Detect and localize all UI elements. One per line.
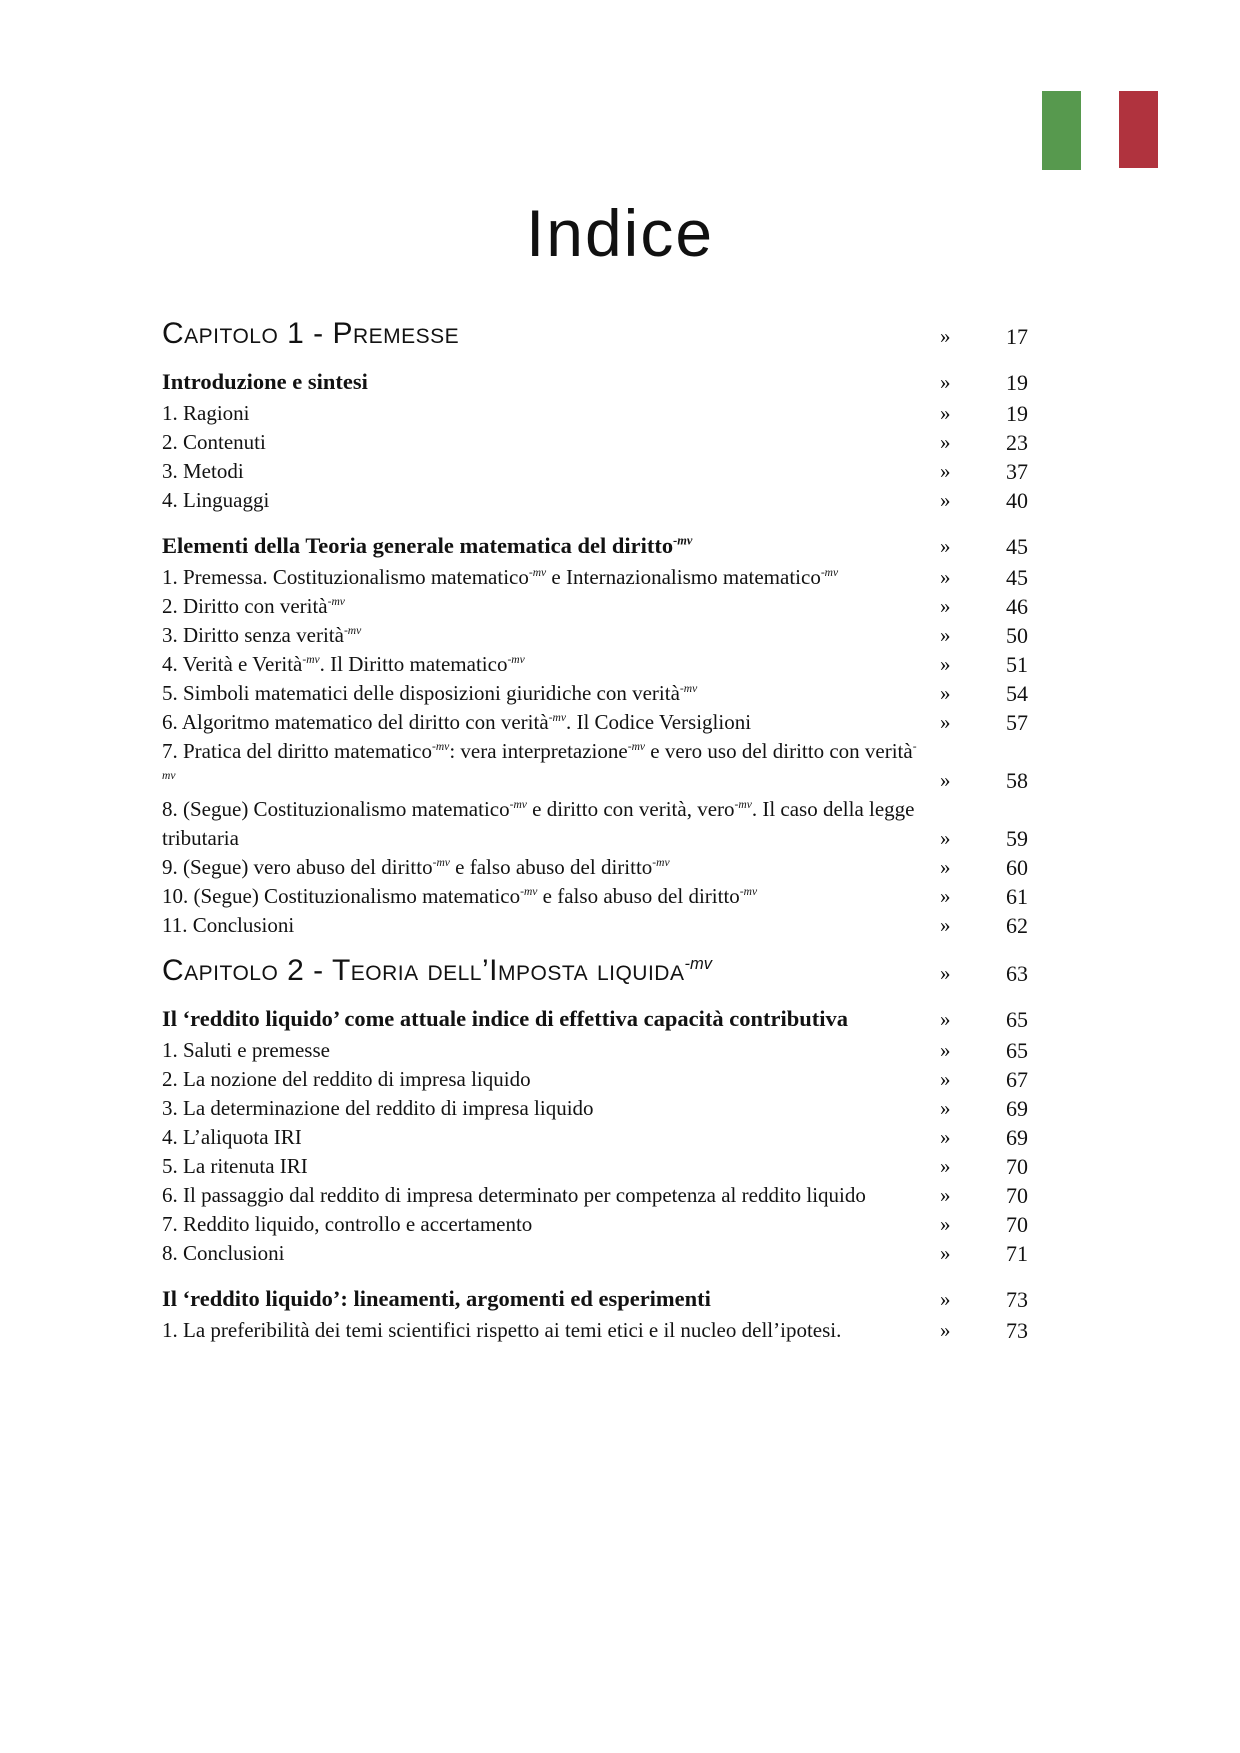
page-symbol: »: [940, 710, 951, 734]
flag-red-stripe: [1119, 91, 1158, 168]
page-number: 69: [1006, 1096, 1028, 1121]
toc-entry-text: 4. Verità e Verità$^{-mv}$. Il Diritto matematico$^{-mv}$: [162, 652, 525, 676]
page-number: 58: [1006, 768, 1028, 793]
toc-row: [162, 1210, 1028, 1239]
toc-row: [162, 911, 1028, 940]
toc-row: [162, 457, 1028, 486]
toc-entry-text: 10. (Segue) Costituzionalismo matematico$^{-mv}$ e falso abuso del diritto$^{-mv}$: [162, 884, 758, 908]
page-symbol: »: [940, 826, 951, 850]
page-title: Indice: [525, 196, 715, 270]
page-number: 73: [1006, 1287, 1028, 1312]
toc-row: [162, 1239, 1028, 1268]
toc-entry-text: 4. Linguaggi: [162, 488, 270, 512]
toc-entry-text: Il ‘reddito liquido’: lineamenti, argomenti ed esperimenti: [162, 1286, 711, 1311]
page-number: 69: [1006, 1125, 1028, 1150]
toc-entry-text: 8. (Segue) Costituzionalismo matematico$^{-mv}$ e diritto con verità, vero$^{-mv}$. Il caso della legge tributaria: [162, 797, 915, 850]
toc-row: [162, 399, 1028, 428]
toc-entry-text: 1. Ragioni: [162, 401, 250, 425]
toc-row: [162, 1004, 1028, 1034]
toc-row: [162, 367, 1028, 397]
page-number: 63: [1006, 961, 1028, 986]
page-symbol: »: [940, 652, 951, 676]
page-number: 51: [1006, 652, 1028, 677]
page-number: 65: [1006, 1007, 1028, 1032]
toc-row: [162, 708, 1028, 737]
page-number: 61: [1006, 884, 1028, 909]
table-of-contents: [162, 317, 1028, 1345]
page-number: 70: [1006, 1183, 1028, 1208]
toc-row: [162, 1123, 1028, 1152]
toc-row: [162, 1152, 1028, 1181]
toc-row: [162, 1181, 1028, 1210]
page-number: 45: [1006, 565, 1028, 590]
toc-entry-text: 5. La ritenuta IRI: [162, 1154, 308, 1178]
page-symbol: »: [940, 1096, 951, 1120]
toc-row: [162, 428, 1028, 457]
page-number: 57: [1006, 710, 1028, 735]
toc-entry-text: 3. La determinazione del reddito di impresa liquido: [162, 1096, 594, 1120]
page-number: 17: [1006, 324, 1028, 349]
page-number: 73: [1006, 1318, 1028, 1343]
page-number: 70: [1006, 1212, 1028, 1237]
page-symbol: »: [940, 1154, 951, 1178]
page-number: 65: [1006, 1038, 1028, 1063]
toc-row: [162, 1094, 1028, 1123]
page-symbol: »: [940, 534, 951, 558]
toc-entry-text: Capitolo 1 - Premesse: [162, 317, 460, 350]
page-symbol: »: [940, 961, 951, 985]
toc-row: [162, 795, 1028, 853]
toc-entry-text: 7. Pratica del diritto matematico$^{-mv}$: vera interpretazione$^{-mv}$ e vero uso del diritto con verità$^{-mv}$: [162, 739, 917, 782]
toc-row: [162, 621, 1028, 650]
page-number: 19: [1006, 401, 1028, 426]
toc-entry-text: 4. L’aliquota IRI: [162, 1125, 302, 1149]
flag-white-stripe: [1081, 91, 1120, 170]
toc-row: [162, 650, 1028, 679]
page-number: 71: [1006, 1241, 1028, 1266]
page-symbol: »: [940, 623, 951, 647]
flag-green-stripe: [1042, 91, 1081, 170]
page-number: 59: [1006, 826, 1028, 851]
italian-flag: [1042, 91, 1158, 170]
toc-entry-text: Capitolo 2 - Teoria dell’Imposta liquida$^{-mv}$: [162, 954, 712, 987]
toc-row: [162, 486, 1028, 515]
page-symbol: »: [940, 1125, 951, 1149]
toc-entry-text: 11. Conclusioni: [162, 913, 295, 937]
page-symbol: »: [940, 370, 951, 394]
page-symbol: »: [940, 913, 951, 937]
page-symbol: »: [940, 1212, 951, 1236]
toc-entry-text: 9. (Segue) vero abuso del diritto$^{-mv}$ e falso abuso del diritto$^{-mv}$: [162, 855, 670, 879]
toc-entry-text: Il ‘reddito liquido’ come attuale indice di effettiva capacità contributiva: [162, 1006, 848, 1031]
toc-row: [162, 737, 1028, 795]
toc-entry-text: 2. La nozione del reddito di impresa liquido: [162, 1067, 531, 1091]
page-symbol: »: [940, 1067, 951, 1091]
toc-entry-text: 5. Simboli matematici delle disposizioni giuridiche con verità$^{-mv}$: [162, 681, 698, 705]
page-symbol: »: [940, 884, 951, 908]
toc-row: [162, 1284, 1028, 1314]
toc-row: [162, 882, 1028, 911]
toc-row: [162, 592, 1028, 621]
page-number: 23: [1006, 430, 1028, 455]
page-symbol: »: [940, 1007, 951, 1031]
page-number: 40: [1006, 488, 1028, 513]
page-number: 37: [1006, 459, 1028, 484]
page-symbol: »: [940, 1038, 951, 1062]
toc-entry-text: Introduzione e sintesi: [162, 369, 368, 394]
toc-row: [162, 317, 1028, 351]
page-symbol: »: [940, 565, 951, 589]
toc-entry-text: 3. Metodi: [162, 459, 244, 483]
page-number: 54: [1006, 681, 1028, 706]
page-symbol: »: [940, 430, 951, 454]
toc-entry-text: 2. Contenuti: [162, 430, 266, 454]
page-symbol: »: [940, 459, 951, 483]
page-symbol: »: [940, 594, 951, 618]
page-number: 45: [1006, 534, 1028, 559]
toc-row: [162, 1036, 1028, 1065]
toc-entry-text: 1. Premessa. Costituzionalismo matematico$^{-mv}$ e Internazionalismo matematico$^{-mv}$: [162, 565, 839, 589]
toc-entry-text: 6. Algoritmo matematico del diritto con verità$^{-mv}$. Il Codice Versiglioni: [162, 710, 752, 734]
page-symbol: »: [940, 1241, 951, 1265]
toc-entry-text: Elementi della Teoria generale matematica del diritto$^{-mv}$: [162, 533, 693, 558]
page-symbol: »: [940, 681, 951, 705]
page-symbol: »: [940, 768, 951, 792]
page-number: 60: [1006, 855, 1028, 880]
page-symbol: »: [940, 855, 951, 879]
page-number: 67: [1006, 1067, 1028, 1092]
toc-row: [162, 1065, 1028, 1094]
page-symbol: »: [940, 1318, 951, 1342]
page-symbol: »: [940, 488, 951, 512]
page-symbol: »: [940, 401, 951, 425]
toc-row: [162, 853, 1028, 882]
page-symbol: »: [940, 324, 951, 348]
page-number: 50: [1006, 623, 1028, 648]
page-symbol: »: [940, 1183, 951, 1207]
toc-row: [162, 531, 1028, 561]
page-number: 46: [1006, 594, 1028, 619]
toc-entry-text: 6. Il passaggio dal reddito di impresa determinato per competenza al reddito liquido: [162, 1183, 866, 1207]
toc-entry-text: 1. La preferibilità dei temi scientifici rispetto ai temi etici e il nucleo dell’ipotesi.: [162, 1318, 842, 1342]
toc-row: [162, 1316, 1028, 1345]
page-number: 62: [1006, 913, 1028, 938]
toc-entry-text: 7. Reddito liquido, controllo e accertamento: [162, 1212, 533, 1236]
toc-row: [162, 954, 1028, 988]
toc-entry-text: 1. Saluti e premesse: [162, 1038, 330, 1062]
page-number: 70: [1006, 1154, 1028, 1179]
toc-entry-text: 3. Diritto senza verità$^{-mv}$: [162, 623, 362, 647]
page-symbol: »: [940, 1287, 951, 1311]
page-number: 19: [1006, 370, 1028, 395]
toc-row: [162, 679, 1028, 708]
toc-entry-text: 2. Diritto con verità$^{-mv}$: [162, 594, 345, 618]
toc-entry-text: 8. Conclusioni: [162, 1241, 285, 1265]
toc-row: [162, 563, 1028, 592]
